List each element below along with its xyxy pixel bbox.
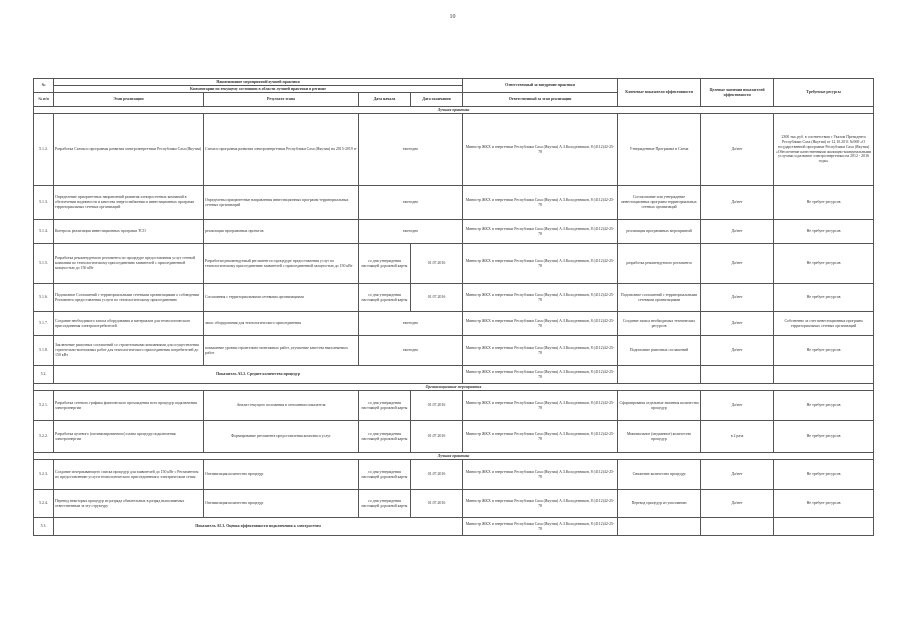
section-row [34, 384, 874, 391]
page-number: 10 [449, 14, 456, 20]
header-responsible-stage: Ответственный за этап реализации [463, 93, 618, 107]
table-row: 5.2.1. Разработка сетевого графика фактического прохождения всех процедур подключения электроэнергии Анализ текущего положения в отношении показателя со дня утверждения настоящей дорожной карты 01.07.2016 Министр ЖКХ и энергетики Республики Саха (Якутия) А.З.Колодезников, 8 (4112)42-25-78 Сформированы отдельные значения количества процедур Да/нет Не требует ресурсов [34, 391, 874, 421]
section-row [34, 453, 874, 460]
header-end-date: Дата окончания [411, 93, 463, 107]
table-row: 5.1.7. Создание необходимого запаса оборудования и материалов для технологического присоединения электропотребителей запас оборудования для технологического присоединения ежегодно Министр ЖКХ и энергетики Республики Саха (Якутия) А.З.Колодезников, 8 (4112)42-25-78 Создание запаса необходимых технических ресурсов Да/нет Собственно за счет инвестиционных программ территориальных сетевых организаций [34, 312, 874, 336]
table-row: 5.1.5. Разработка рекомендуемого регламента по процедуре предоставления услуг сетевой компании по технологическому присоединению заявителей с присоединенной мощностью до 150 кВт Разработан рекомендуемый регламент по процедуре предоставления услуг по технологическому присоединению заявителей с присоединенной мощностью до 150 кВт со дня утверждения настоящей дорожной карты 01.07.2016 Министр ЖКХ и энергетики Республики Саха (Якутия) А.З.Колодезников, 8 (4112)42-25-78 разработка рекомендуемого регламента Да/нет Не требует ресурсов [34, 244, 874, 284]
section-organizational: Организационные мероприятия [34, 384, 874, 391]
header-stage-result: Результат этапа [204, 93, 359, 107]
header-responsible: Ответственный за внедрение практики [463, 79, 618, 93]
header-action-name: Наименование мероприятий/лучшей практики [54, 79, 463, 86]
table-row: 5.1.4. Контроль реализации инвестиционных программ ТСО реализация программных проектов ежегодно Министр ЖКХ и энергетики Республики Саха (Якутия) А.З.Колодезников, 8 (4112)42-25-78 реализация программных мероприятий Да/нет Не требует ресурсов [34, 220, 874, 244]
section-row [34, 107, 874, 114]
section-best-practice: Лучшая практика [34, 107, 874, 114]
header-nopp: № п/п [34, 93, 54, 107]
table-row: 5.2.3. Создание исчерпывающего списка процедур для заявителей до 150 кВт с Регламентом по предоставлению услуги технологического присоединения к электрическим сетям Оптимизация количества процедур со дня утверждения настоящей дорожной карты 01.07.2016 Министр ЖКХ и энергетики Республики Саха (Якутия) А.З.Колодезников, 8 (4112)42-25-78 Снижение количества процедур Да/нет Не требует ресурсов [34, 460, 874, 490]
table-row: 5.2.2. Разработка целевого (оптимизированного) плана процедур подключения электроэнергии Формирование регламента предоставления комплекса услуг со дня утверждения настоящей дорожной карты 01.07.2016 Министр ЖКХ и энергетики Республики Саха (Якутия) А.З.Колодезников, 8 (4112)42-25-78 Минимальное (медианное) количество процедур в 2 раза Не требует ресурсов [34, 421, 874, 453]
header-comment: Комментарии по текущему состоянию в области лучшей практики в регионе [54, 86, 463, 93]
header-start-date: Дата начала [359, 93, 411, 107]
table-row: 5.2.4. Перевод некоторых процедур из разряда обязательных в разряд выполняемых ответственным за эту структуру Оптимизация количества процедур со дня утверждения настоящей дорожной карты 01.07.2016 Министр ЖКХ и энергетики Республики Саха (Якутия) А.З.Колодезников, 8 (4112)42-25-78 Перевод процедур из умолчанию Да/нет Не требует ресурсов [34, 490, 874, 518]
header-target-values: Целевые значения показателей эффективности [701, 79, 774, 107]
table-row: 5.1.3. Определение приоритетных направлений развития электросетевых компаний в обеспечении надежности и качества энергоснабжения и инвестиционных программ территориальных сетевых организаций Определены приоритетные направления инвестиционных программ территориальных сетевых организаций ежегодно Министр ЖКХ и энергетики Республики Саха (Якутия) А.З.Колодезников, 8 (4112)42-25-78 Согласование или утверждение инвестиционных программ территориальных сетевых организаций Да/нет Не требует ресурсов [34, 186, 874, 220]
header-resources: Требуемые ресурсы [774, 79, 874, 107]
header-row-1 [34, 79, 874, 86]
table-row: 5.1.2. Разработка Схемы и программы развития электроэнергетики Республики Саха (Якутия) Схема и программа развития электроэнергетики Республики Саха (Якутия) на 2015-2019 гг ежегодно Министр ЖКХ и энергетики Республики Саха (Якутия) А.З.Колодезников, 8 (4112)42-25-78 Утвержденные Программа и Схема Да/нет 2300 тыс.руб. в соответствии с Указом Президента Республики Саха (Якутия) от 12.10.2011 №969 «О государственной программе Республики Саха (Якутия) «Обеспечение качественными жилищно-коммунальными услугами и развитие электроэнергетики на 2012 - 2016 годы» [34, 114, 874, 186]
roadmap-table [33, 78, 874, 536]
indicator-row: 5.3. Показатель А5.3. Оценка эффективности подключения к электросетям Министр ЖКХ и энергетики Республики Саха (Якутия) А.З.Колодезников, 8 (4112)42-25-78 [34, 518, 874, 536]
table-row: 5.1.8. Заключение рамочных соглашений со строительными компаниями для осуществления строительно-монтажных работ для технологического присоединения потребителей до 150 кВт повышение уровня строительно-монтажных работ, улучшение качества выполняемых работ ежегодно Министр ЖКХ и энергетики Республики Саха (Якутия) А.З.Колодезников, 8 (4112)42-25-78 Подписание рамочных соглашений Да/нет Не требует ресурсов [34, 336, 874, 366]
indicator-row: 5.2. Показатель А5.2. Среднее количество процедур Министр ЖКХ и энергетики Республики Саха (Якутия) А.З.Колодезников, 8 (4112)42-25-78 [34, 366, 874, 384]
table-row: 5.1.6. Подписание Соглашений с территориальными сетевыми организациями о соблюдении Регламента предоставления услуги по технологическому присоединению Соглашения с территориальными сетевыми организациями со дня утверждения настоящей дорожной карты 01.07.2016 Министр ЖКХ и энергетики Республики Саха (Якутия) А.З.Колодезников, 8 (4112)42-25-78 Подписание соглашений с территориальными сетевыми организациями Да/нет Не требует ресурсов [34, 284, 874, 312]
section-best-practice-2: Лучшая практика [34, 453, 874, 460]
header-no: № [34, 79, 54, 93]
header-key-indicators: Ключевые показатели эффективности [618, 79, 701, 107]
header-stages: Этап реализации [54, 93, 204, 107]
